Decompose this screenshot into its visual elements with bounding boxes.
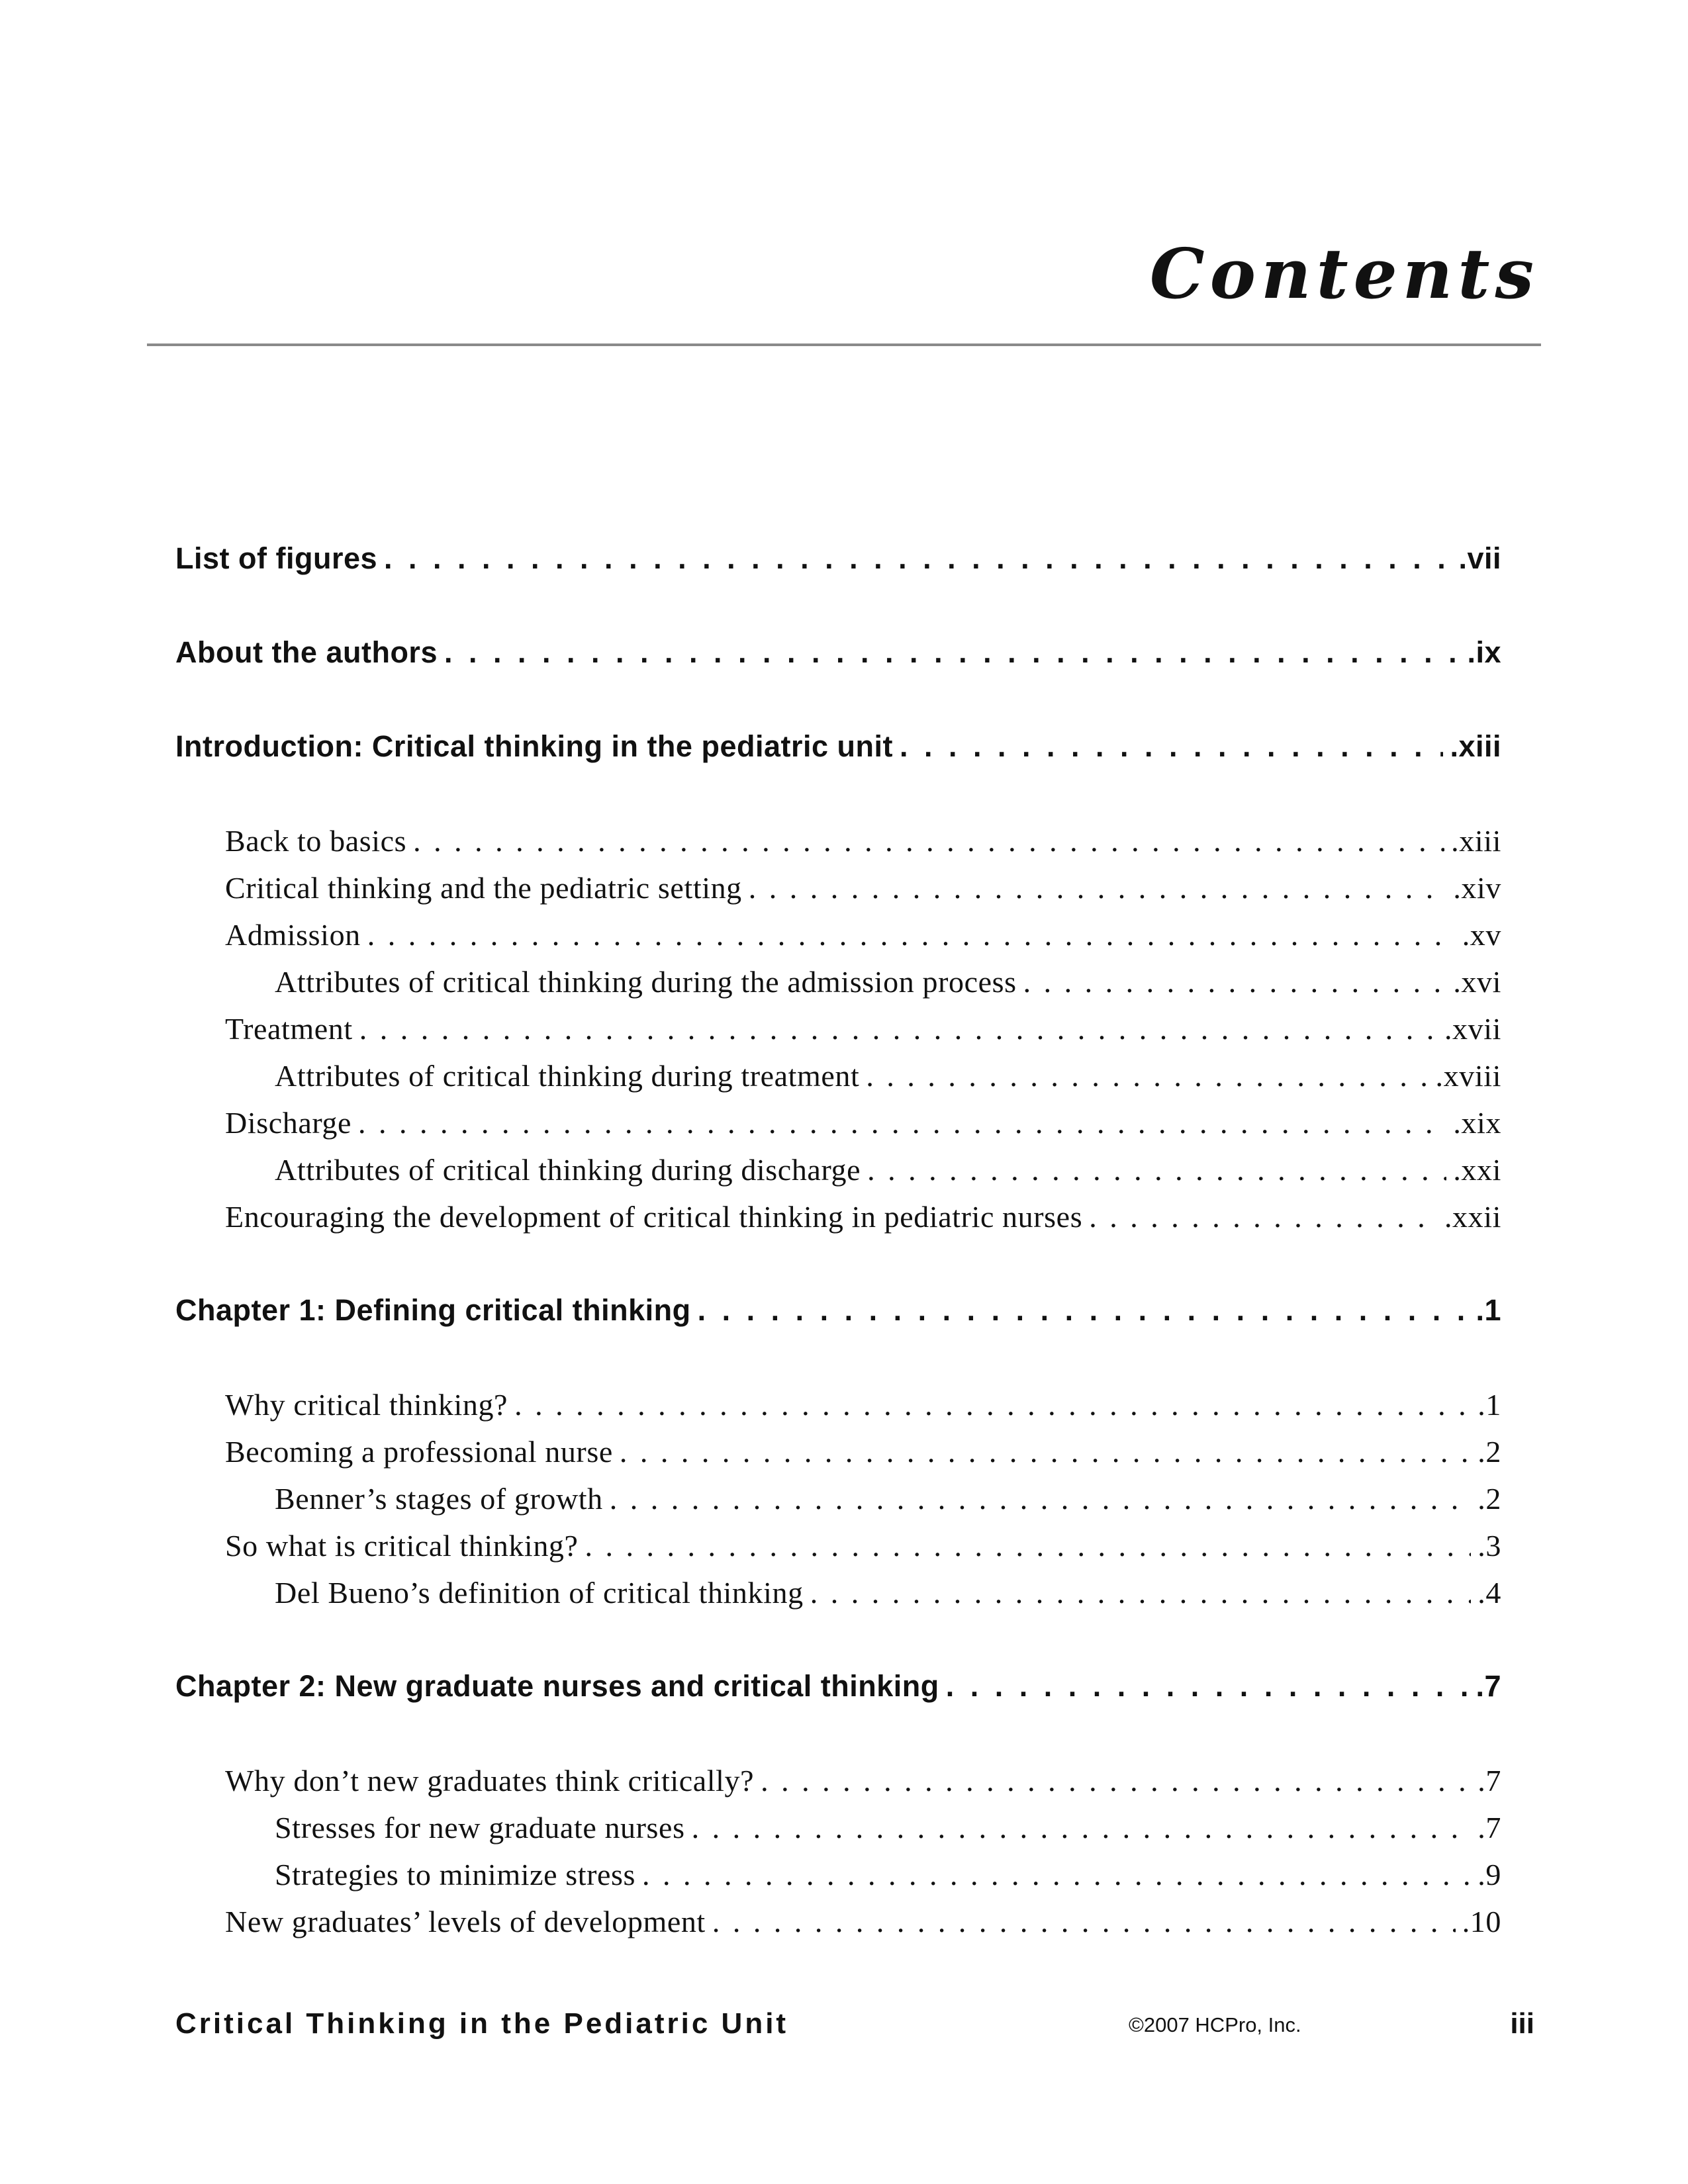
toc-entry-page: .xvii xyxy=(1444,1012,1501,1046)
toc-entry[interactable] xyxy=(175,1669,1501,1704)
toc-entry-label: About the authors xyxy=(175,635,438,669)
toc-entry-label: Attributes of critical thinking during the admission process xyxy=(275,965,1017,999)
toc-entry-label: Why critical thinking? xyxy=(225,1388,508,1422)
toc-entry[interactable] xyxy=(225,1199,1501,1234)
toc-entry-label: Chapter 1: Defining critical thinking xyxy=(175,1293,691,1327)
toc-entry[interactable] xyxy=(225,1011,1501,1046)
toc-entry[interactable] xyxy=(275,964,1501,999)
dot-leader xyxy=(1023,964,1447,999)
dot-leader xyxy=(761,1763,1471,1798)
toc-entry-label: Encouraging the development of critical thinking in pediatric nurses xyxy=(225,1200,1083,1234)
toc-entry[interactable] xyxy=(275,1857,1501,1892)
toc-entry-label: Back to basics xyxy=(225,824,407,858)
toc-entry[interactable] xyxy=(225,1763,1501,1798)
dot-leader xyxy=(514,1387,1471,1422)
toc-entry-label: Strategies to minimize stress xyxy=(275,1858,636,1891)
toc-entry-page: .2 xyxy=(1477,1435,1501,1469)
toc-entry-page: .xix xyxy=(1453,1106,1501,1140)
toc-entry[interactable] xyxy=(225,1528,1501,1563)
toc-entry-page: .7 xyxy=(1477,1811,1501,1844)
dot-leader xyxy=(810,1575,1472,1610)
toc-entry[interactable] xyxy=(275,1481,1501,1516)
toc-entry-label: Discharge xyxy=(225,1106,352,1140)
title-divider xyxy=(147,343,1541,346)
toc-entry-label: Attributes of critical thinking during discharge xyxy=(275,1153,861,1187)
toc-entry-label: Chapter 2: New graduate nurses and critical thinking xyxy=(175,1669,939,1703)
toc-entry-label: Del Bueno’s definition of critical thinking xyxy=(275,1576,804,1610)
toc-entry-page: .7 xyxy=(1476,1669,1501,1703)
toc-entry-page: .1 xyxy=(1476,1293,1501,1327)
toc-entry-page: .xiii xyxy=(1450,729,1501,763)
toc-entry[interactable] xyxy=(175,635,1501,670)
toc-entry[interactable] xyxy=(275,1810,1501,1845)
footer-copyright: ©2007 HCPro, Inc. xyxy=(1129,2013,1301,2036)
dot-leader xyxy=(620,1434,1471,1469)
toc-entry-page: .xxi xyxy=(1453,1153,1501,1187)
dot-leader xyxy=(946,1669,1470,1704)
toc-entry[interactable] xyxy=(225,1434,1501,1469)
dot-leader xyxy=(692,1810,1472,1845)
toc-entry-page: .2 xyxy=(1477,1482,1501,1516)
dot-leader xyxy=(867,1152,1446,1187)
footer-page-number: iii xyxy=(1510,2007,1534,2040)
toc-entry[interactable] xyxy=(275,1575,1501,1610)
toc-entry[interactable] xyxy=(225,1904,1501,1939)
dot-leader xyxy=(642,1857,1471,1892)
toc-entry[interactable] xyxy=(275,1152,1501,1187)
toc-entry-page: .xviii xyxy=(1435,1059,1501,1093)
toc-entry[interactable] xyxy=(175,729,1501,764)
toc-entry-label: Treatment xyxy=(225,1012,353,1046)
toc-entry-page: .4 xyxy=(1477,1576,1501,1610)
toc-entry-label: Why don’t new graduates think critically? xyxy=(225,1764,755,1797)
toc-entry[interactable] xyxy=(225,823,1501,858)
toc-entry-label: Admission xyxy=(225,918,361,952)
toc-entry-page: .9 xyxy=(1477,1858,1501,1891)
toc-entry-page: .3 xyxy=(1477,1529,1501,1563)
toc-entry-label: New graduates’ levels of development xyxy=(225,1905,706,1938)
toc-entry-page: .1 xyxy=(1477,1388,1501,1422)
dot-leader xyxy=(384,541,1452,576)
toc-entry-page: .xv xyxy=(1462,918,1501,952)
dot-leader xyxy=(358,1105,1446,1140)
toc-entry[interactable] xyxy=(225,1105,1501,1140)
toc-entry-label: Becoming a professional nurse xyxy=(225,1435,613,1469)
dot-leader xyxy=(367,917,1456,952)
toc-entry-label: List of figures xyxy=(175,541,378,575)
dot-leader xyxy=(749,870,1447,905)
toc-entry[interactable] xyxy=(275,1058,1501,1093)
toc-entry-page: .xvi xyxy=(1453,965,1501,999)
toc-entry-label: Stresses for new graduate nurses xyxy=(275,1811,685,1844)
dot-leader xyxy=(698,1293,1470,1328)
dot-leader xyxy=(359,1011,1438,1046)
toc-entry-page: .xiv xyxy=(1453,871,1501,905)
toc-entry-label: So what is critical thinking? xyxy=(225,1529,579,1563)
dot-leader xyxy=(712,1904,1456,1939)
dot-leader xyxy=(585,1528,1472,1563)
toc-entry[interactable] xyxy=(225,870,1501,905)
dot-leader xyxy=(610,1481,1472,1516)
toc-entry-page: .7 xyxy=(1477,1764,1501,1797)
toc-entry-label: Benner’s stages of growth xyxy=(275,1482,603,1516)
dot-leader xyxy=(1089,1199,1438,1234)
footer-book-title: Critical Thinking in the Pediatric Unit xyxy=(175,2007,789,2040)
toc-entry-label: Introduction: Critical thinking in the pediatric unit xyxy=(175,729,893,763)
dot-leader xyxy=(444,635,1460,670)
toc-entry[interactable] xyxy=(225,1387,1501,1422)
toc-entry-label: Critical thinking and the pediatric setting xyxy=(225,871,742,905)
toc-entry[interactable] xyxy=(225,917,1501,952)
toc-entry-page: .10 xyxy=(1462,1905,1501,1938)
toc-entry-page: .vii xyxy=(1458,541,1501,575)
dot-leader xyxy=(866,1058,1429,1093)
toc-entry[interactable] xyxy=(175,1293,1501,1328)
toc-entry-label: Attributes of critical thinking during treatment xyxy=(275,1059,860,1093)
dot-leader xyxy=(900,729,1443,764)
toc-entry-page: .ix xyxy=(1467,635,1501,669)
toc-entry-page: .xxii xyxy=(1444,1200,1501,1234)
toc-entry[interactable] xyxy=(175,541,1501,576)
page-title: Contents xyxy=(1149,233,1539,314)
dot-leader xyxy=(413,823,1444,858)
toc-entry-page: .xiii xyxy=(1451,824,1501,858)
